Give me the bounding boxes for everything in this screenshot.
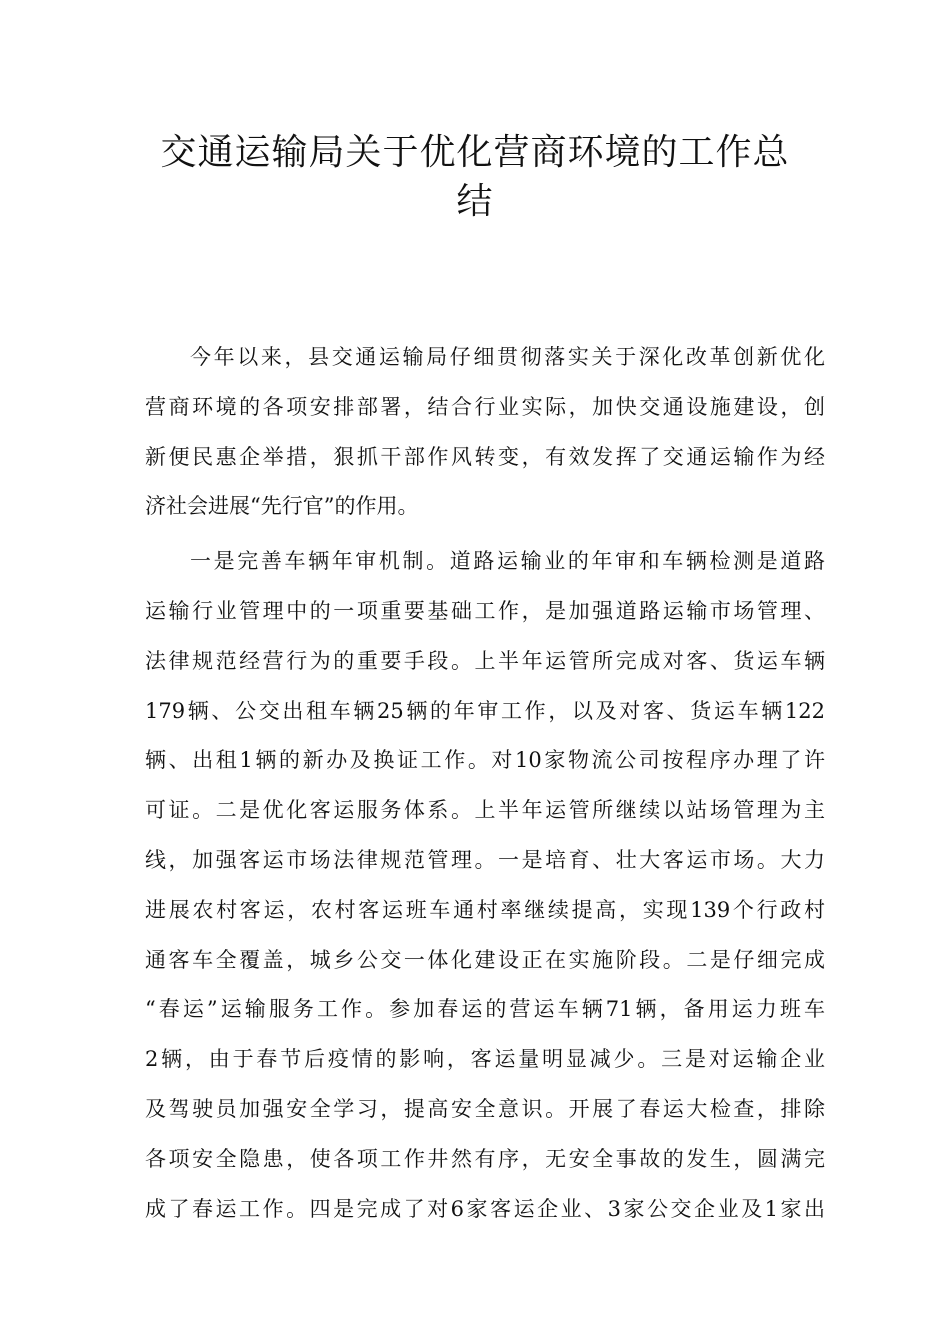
title-line: 结 <box>456 181 494 222</box>
text-line: 进展农村客运，农村客运班车通村率继续提高，实现139个行政村 <box>145 897 825 922</box>
document-title <box>120 128 830 226</box>
text-line: 2辆，由于春节后疫情的影响，客运量明显减少。三是对运输企业 <box>145 1047 825 1072</box>
title-line: 交通运输局关于优化营商环境的工作总 <box>160 132 790 173</box>
text-line: 辆、出租1辆的新办及换证工作。对10家物流公司按程序办理了许 <box>145 748 825 773</box>
text-line: 可证。二是优化客运服务体系。上半年运管所继续以站场管理为主 <box>145 798 825 823</box>
text-line: 法律规范经营行为的重要手段。上半年运管所完成对客、货运车辆 <box>145 648 825 673</box>
text-line: 今年以来，县交通运输局仔细贯彻落实关于深化改革创新优化 <box>190 345 825 369</box>
text-line: 179辆、公交出租车辆25辆的年审工作，以及对客、货运车辆122 <box>145 698 825 723</box>
text-line: 及驾驶员加强安全学习，提高安全意识。开展了春运大检查，排除 <box>145 1096 825 1121</box>
text-line: 线，加强客运市场法律规范管理。一是培育、壮大客运市场。大力 <box>145 847 825 872</box>
document-body <box>145 333 825 1234</box>
text-line: 济社会进展“先行官”的作用。 <box>145 494 419 519</box>
text-line: 一是完善车辆年审机制。道路运输业的年审和车辆检测是道路 <box>190 549 825 574</box>
text-line: 运输行业管理中的一项重要基础工作，是加强道路运输市场管理、 <box>145 598 825 623</box>
text-line: 营商环境的各项安排部署，结合行业实际，加快交通设施建设，创 <box>145 394 825 419</box>
text-line: 成了春运工作。四是完成了对6家客运企业、3家公交企业及1家出 <box>145 1196 825 1221</box>
text-line: 通客车全覆盖，城乡公交一体化建设正在实施阶段。二是仔细完成 <box>145 947 825 972</box>
paragraph-measures <box>145 537 825 1234</box>
text-line: “春运”运输服务工作。参加春运的营运车辆71辆，备用运力班车 <box>145 997 825 1022</box>
text-line: 各项安全隐患，使各项工作井然有序，无安全事故的发生，圆满完 <box>145 1146 825 1171</box>
paragraph-intro <box>145 333 825 532</box>
text-line: 新便民惠企举措，狠抓干部作风转变，有效发挥了交通运输作为经 <box>145 444 825 469</box>
